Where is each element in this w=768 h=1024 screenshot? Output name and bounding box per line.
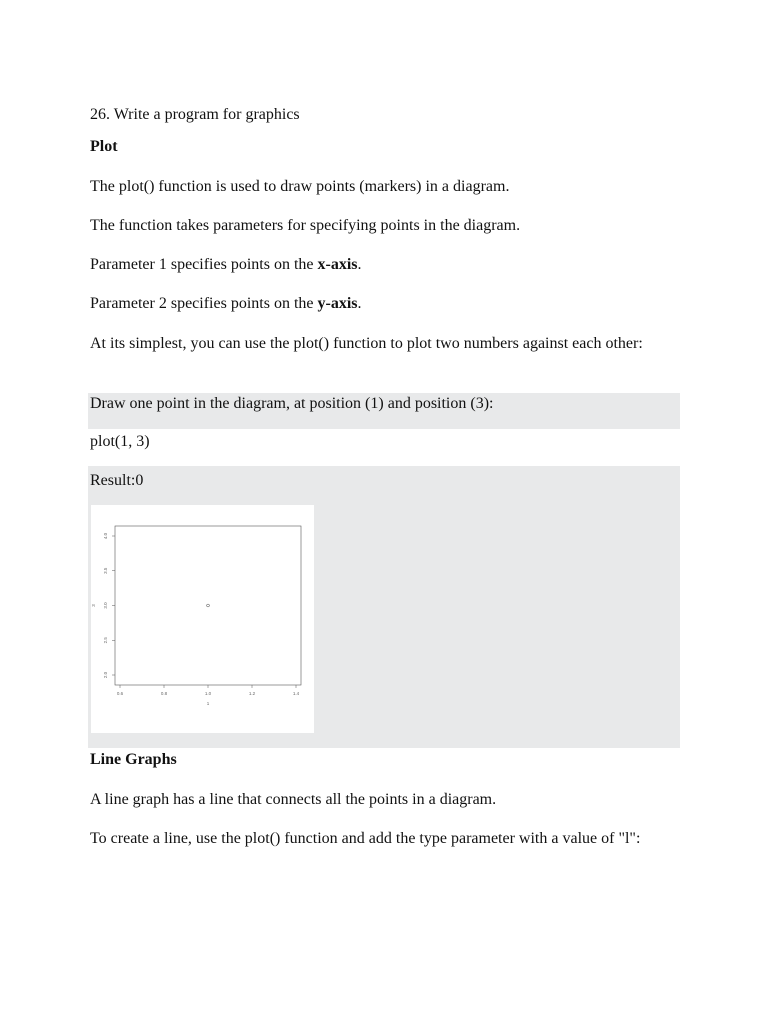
plot-frame [115,526,301,685]
section-title-plot: Plot [90,138,118,155]
x-tick-label: 0.8 [160,691,168,696]
y-tick-label: 3.0 [103,602,108,609]
y-tick-label: 2.0 [103,671,108,679]
y-axis-term: y-axis [317,295,358,312]
y-tick-label: 3.5 [103,567,108,574]
plot-paragraph-5: At its simplest, you can use the plot() function to plot two numbers against each other: [90,335,643,352]
line-paragraph-2: To create a line, use the plot() function and add the type parameter with a value of "l": [90,830,641,847]
x-axis-label: 1 [206,701,210,706]
line-paragraph-1: A line graph has a line that connects all the points in a diagram. [90,791,497,808]
y-tick-label: 4.0 [103,532,108,540]
plot-paragraph-3 [90,255,678,275]
x-tick-label: 1.4 [292,691,300,696]
plot-paragraph-4-end: . [357,295,362,312]
plot-paragraph-1: The plot() function is used to draw points (markers) in a diagram. [90,178,510,195]
x-tick-label: 1.0 [204,691,212,696]
plot-paragraph-4 [90,294,678,314]
plot-paragraph-3-text: Parameter 1 specifies points on the [90,256,318,273]
example-description: Draw one point in the diagram, at position (1) and position (3): [90,395,494,412]
section-title-line-graphs: Line Graphs [90,751,177,768]
plot-output-image [91,505,314,733]
y-tick-label: 2.5 [103,637,108,644]
plot-paragraph-4-text: Parameter 2 specifies points on the [90,295,318,312]
plot-paragraph-3-end: . [357,256,362,273]
page-heading: 26. Write a program for graphics [90,106,300,123]
x-tick-label: 1.2 [248,691,256,696]
y-axis-label: 3 [91,604,96,607]
example-code: plot(1, 3) [90,433,150,450]
scatter-plot [91,505,314,733]
plot-paragraph-2: The function takes parameters for specifying points in the diagram. [90,217,521,234]
data-point [207,604,210,607]
result-label: Result:0 [90,472,144,489]
x-tick-label: 0.6 [116,691,124,696]
x-axis-term: x-axis [317,256,358,273]
